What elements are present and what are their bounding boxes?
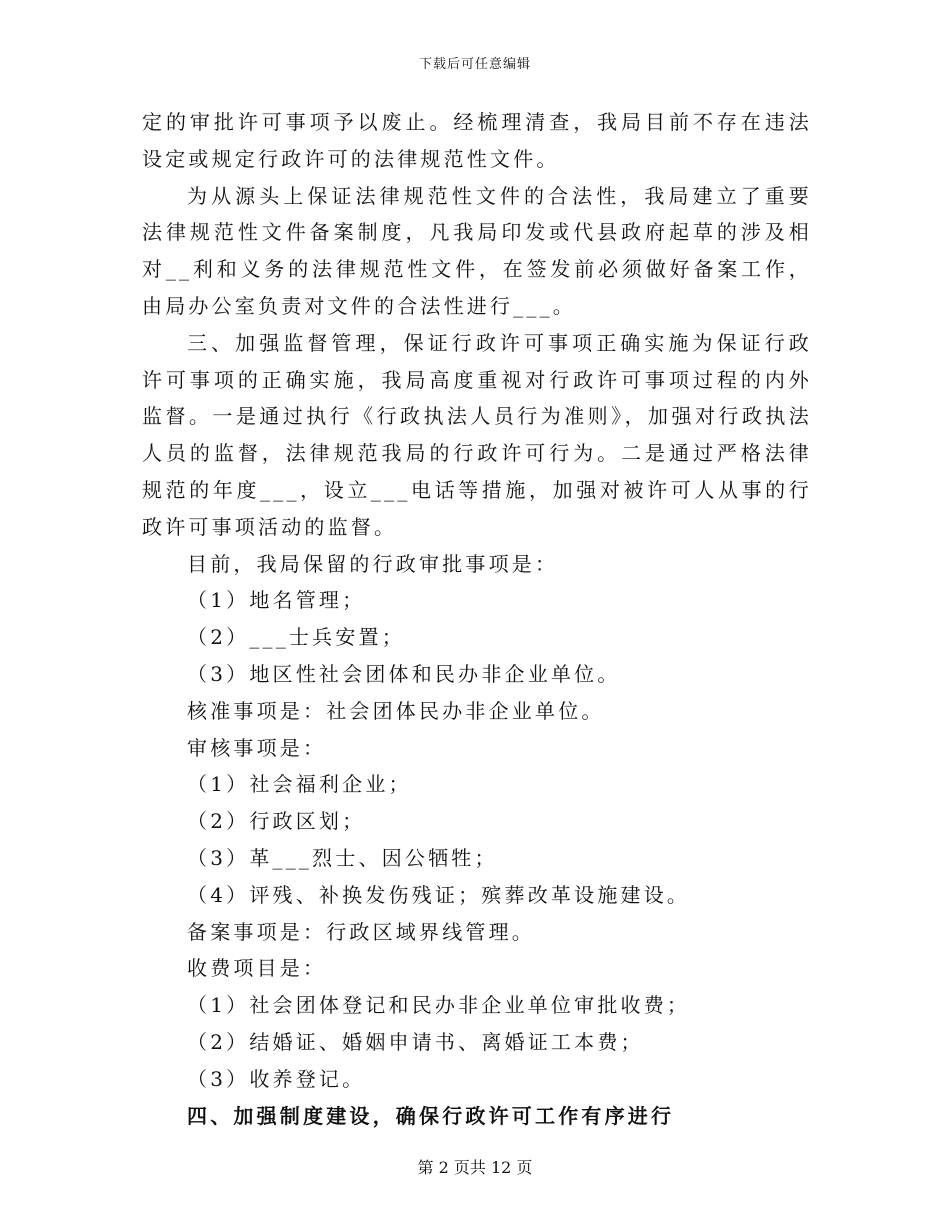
list-item: （3）地区性社会团体和民办非企业单位。 (187, 661, 621, 686)
page-header: 下载后可任意编辑 (418, 57, 531, 72)
list-heading-filing-items: 备案事项是：行政区域界线管理。 (187, 919, 535, 944)
list-item: （3）收养登记。 (187, 1066, 366, 1091)
list-item: （2）行政区划； (187, 809, 366, 834)
page-footer: 第 2 页共 12 页 (417, 1158, 533, 1177)
list-item: （3）革___烈士、因公牺牲； (187, 845, 498, 870)
list-heading-fee-items: 收费项目是： (187, 956, 327, 981)
section-heading-four: 四、加强制度建设，确保行政许可工作有序进行 (187, 1103, 675, 1128)
list-heading-approval-items: 目前，我局保留的行政审批事项是： (187, 551, 559, 576)
list-heading-review-items: 审核事项是： (187, 735, 327, 760)
list-item: （2）___士兵安置； (187, 625, 405, 650)
list-item: （1）社会福利企业； (187, 772, 412, 797)
list-item: （1）社会团体登记和民办非企业单位审批收费； (187, 993, 691, 1018)
list-item: （1）地名管理； (187, 588, 366, 613)
paragraph-continuation: 定的审批许可事项予以废止。经梳理清查，我局目前不存在违法设定或规定行政许可的法律规范性文件。 (142, 110, 812, 171)
list-item: （4）评残、补换发伤残证；殡葬改革设施建设。 (187, 882, 691, 907)
list-item: （2）结婚证、婚姻申请书、离婚证工本费； (187, 1029, 644, 1054)
document-body (142, 104, 812, 1134)
paragraph-supervision: 三、加强监督管理，保证行政许可事项正确实施为保证行政许可事项的正确实施，我局高度重视对行政许可事项过程的内外监督。一是通过执行《行政执法人员行为准则》，加强对行政执法人员的监督，法律规范我局的行政许可行为。二是通过严格法律规范的年度___，设立___电话等措施，加强对被许可人从事的行政许可事项活动的监督。 (142, 330, 812, 539)
list-heading-approval-check: 核准事项是：社会团体民办非企业单位。 (187, 698, 605, 723)
paragraph-filing-system: 为从源头上保证法律规范性文件的合法性，我局建立了重要法律规范性文件备案制度，凡我局印发或代县政府起草的涉及相对__利和义务的法律规范性文件，在签发前必须做好备案工作，由局办公室负责对文件的合法性进行___。 (142, 183, 812, 318)
